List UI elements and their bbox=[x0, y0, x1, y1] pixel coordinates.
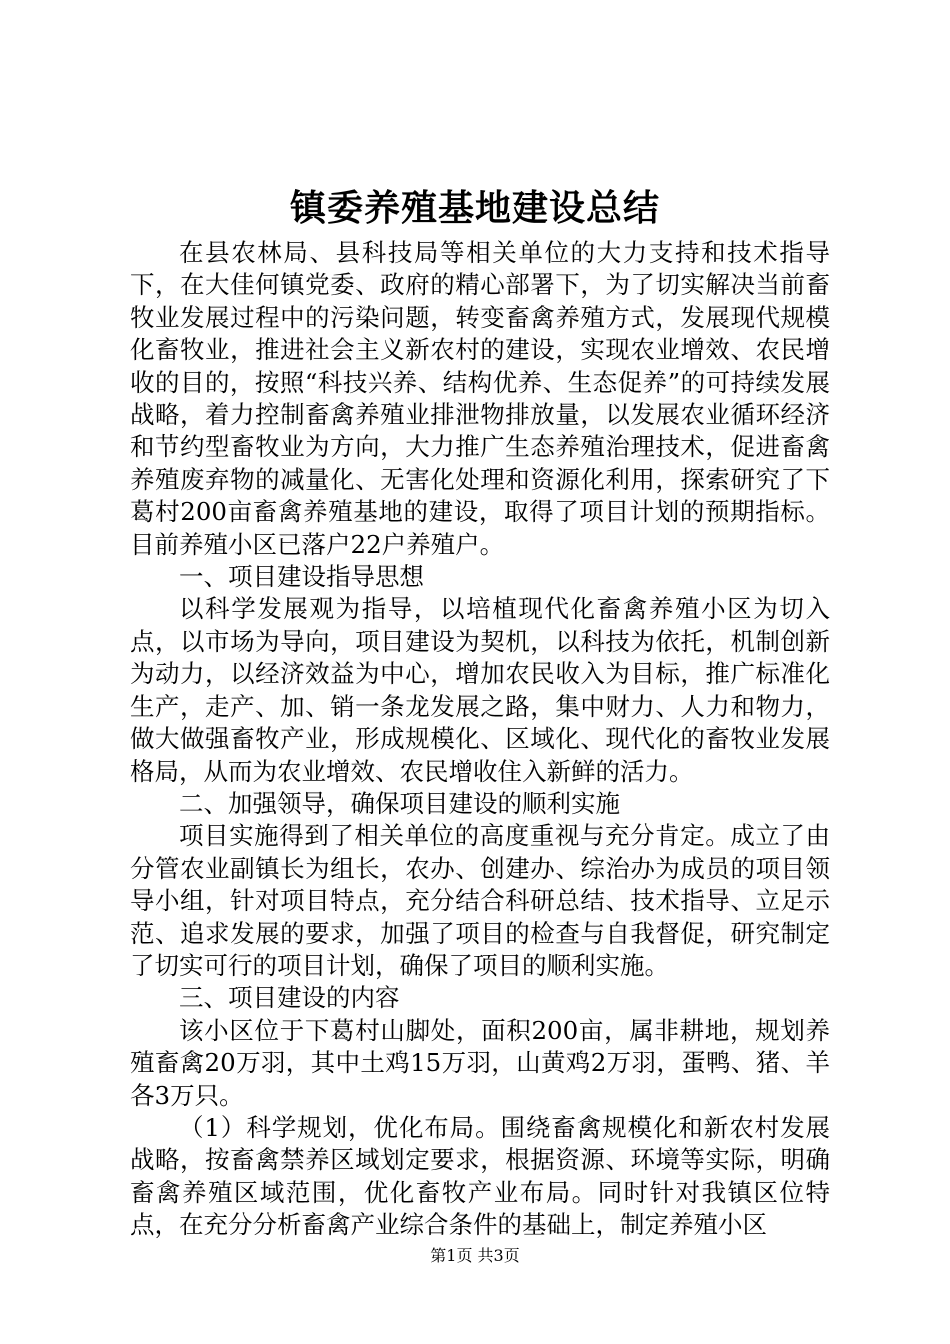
section-paragraph-2: 项目实施得到了相关单位的高度重视与充分肯定。成立了由分管农业副镇长为组长，农办、创建办、综治办为成员的项目领导小组，针对项目特点，充分结合科研总结、技术指导、立足示范、追求发展的要求，加强了项目的检查与自我督促，研究制定了切实可行的项目计划，确保了项目的顺利实施。 bbox=[130, 821, 830, 980]
section-paragraph-4: （1）科学规划，优化布局。围绕畜禽规模化和新农村发展战略，按畜禽禁养区域划定要求，根据资源、环境等实际，明确畜禽养殖区域范围，优化畜牧产业布局。同时针对我镇区位特点，在充分分析畜禽产业综合条件的基础上，制定养殖小区 bbox=[130, 1112, 830, 1240]
section-heading-3: 三、项目建设的内容 bbox=[179, 983, 400, 1013]
document-body bbox=[130, 237, 830, 1242]
document-title: 镇委养殖基地建设总结 bbox=[289, 187, 660, 229]
intro-paragraph: 在县农林局、县科技局等相关单位的大力支持和技术指导下，在大佳何镇党委、政府的精心部署下，为了切实解决当前畜牧业发展过程中的污染问题，转变畜禽养殖方式，发展现代规模化畜牧业，推进社会主义新农村的建设，实现农业增效、农民增收的目的，按照“科技兴养、结构优养、生态促养”的可持续发展战略，着力控制畜禽养殖业排泄物排放量，以发展农业循环经济和节约型畜牧业为方向，大力推广生态养殖治理技术，促进畜禽养殖废弃物的减量化、无害化处理和资源化利用，探索研究了下葛村200亩畜禽养殖基地的建设，取得了项目计划的预期指标。目前养殖小区已落户22户养殖户。 bbox=[130, 238, 830, 559]
section-paragraph-3: 该小区位于下葛村山脚处，面积200亩，属非耕地，规划养殖畜禽20万羽，其中土鸡15万羽，山黄鸡2万羽，蛋鸭、猪、羊各3万只。 bbox=[130, 1015, 830, 1110]
section-heading-1: 一、项目建设指导思想 bbox=[179, 562, 424, 592]
section-paragraph-1: 以科学发展观为指导，以培植现代化畜禽养殖小区为切入点，以市场为导向，项目建设为契机，以科技为依托，机制创新为动力，以经济效益为中心，增加农民收入为目标，推广标准化生产，走产、加、销一条龙发展之路，集中财力、人力和物力，做大做强畜牧产业，形成规模化、区域化、现代化的畜牧业发展格局，从而为农业增效、农民增收住入新鲜的活力。 bbox=[130, 594, 830, 786]
page-number-footer: 第1页 共3页 bbox=[430, 1246, 520, 1265]
section-heading-2: 二、加强领导，确保项目建设的顺利实施 bbox=[179, 788, 620, 818]
